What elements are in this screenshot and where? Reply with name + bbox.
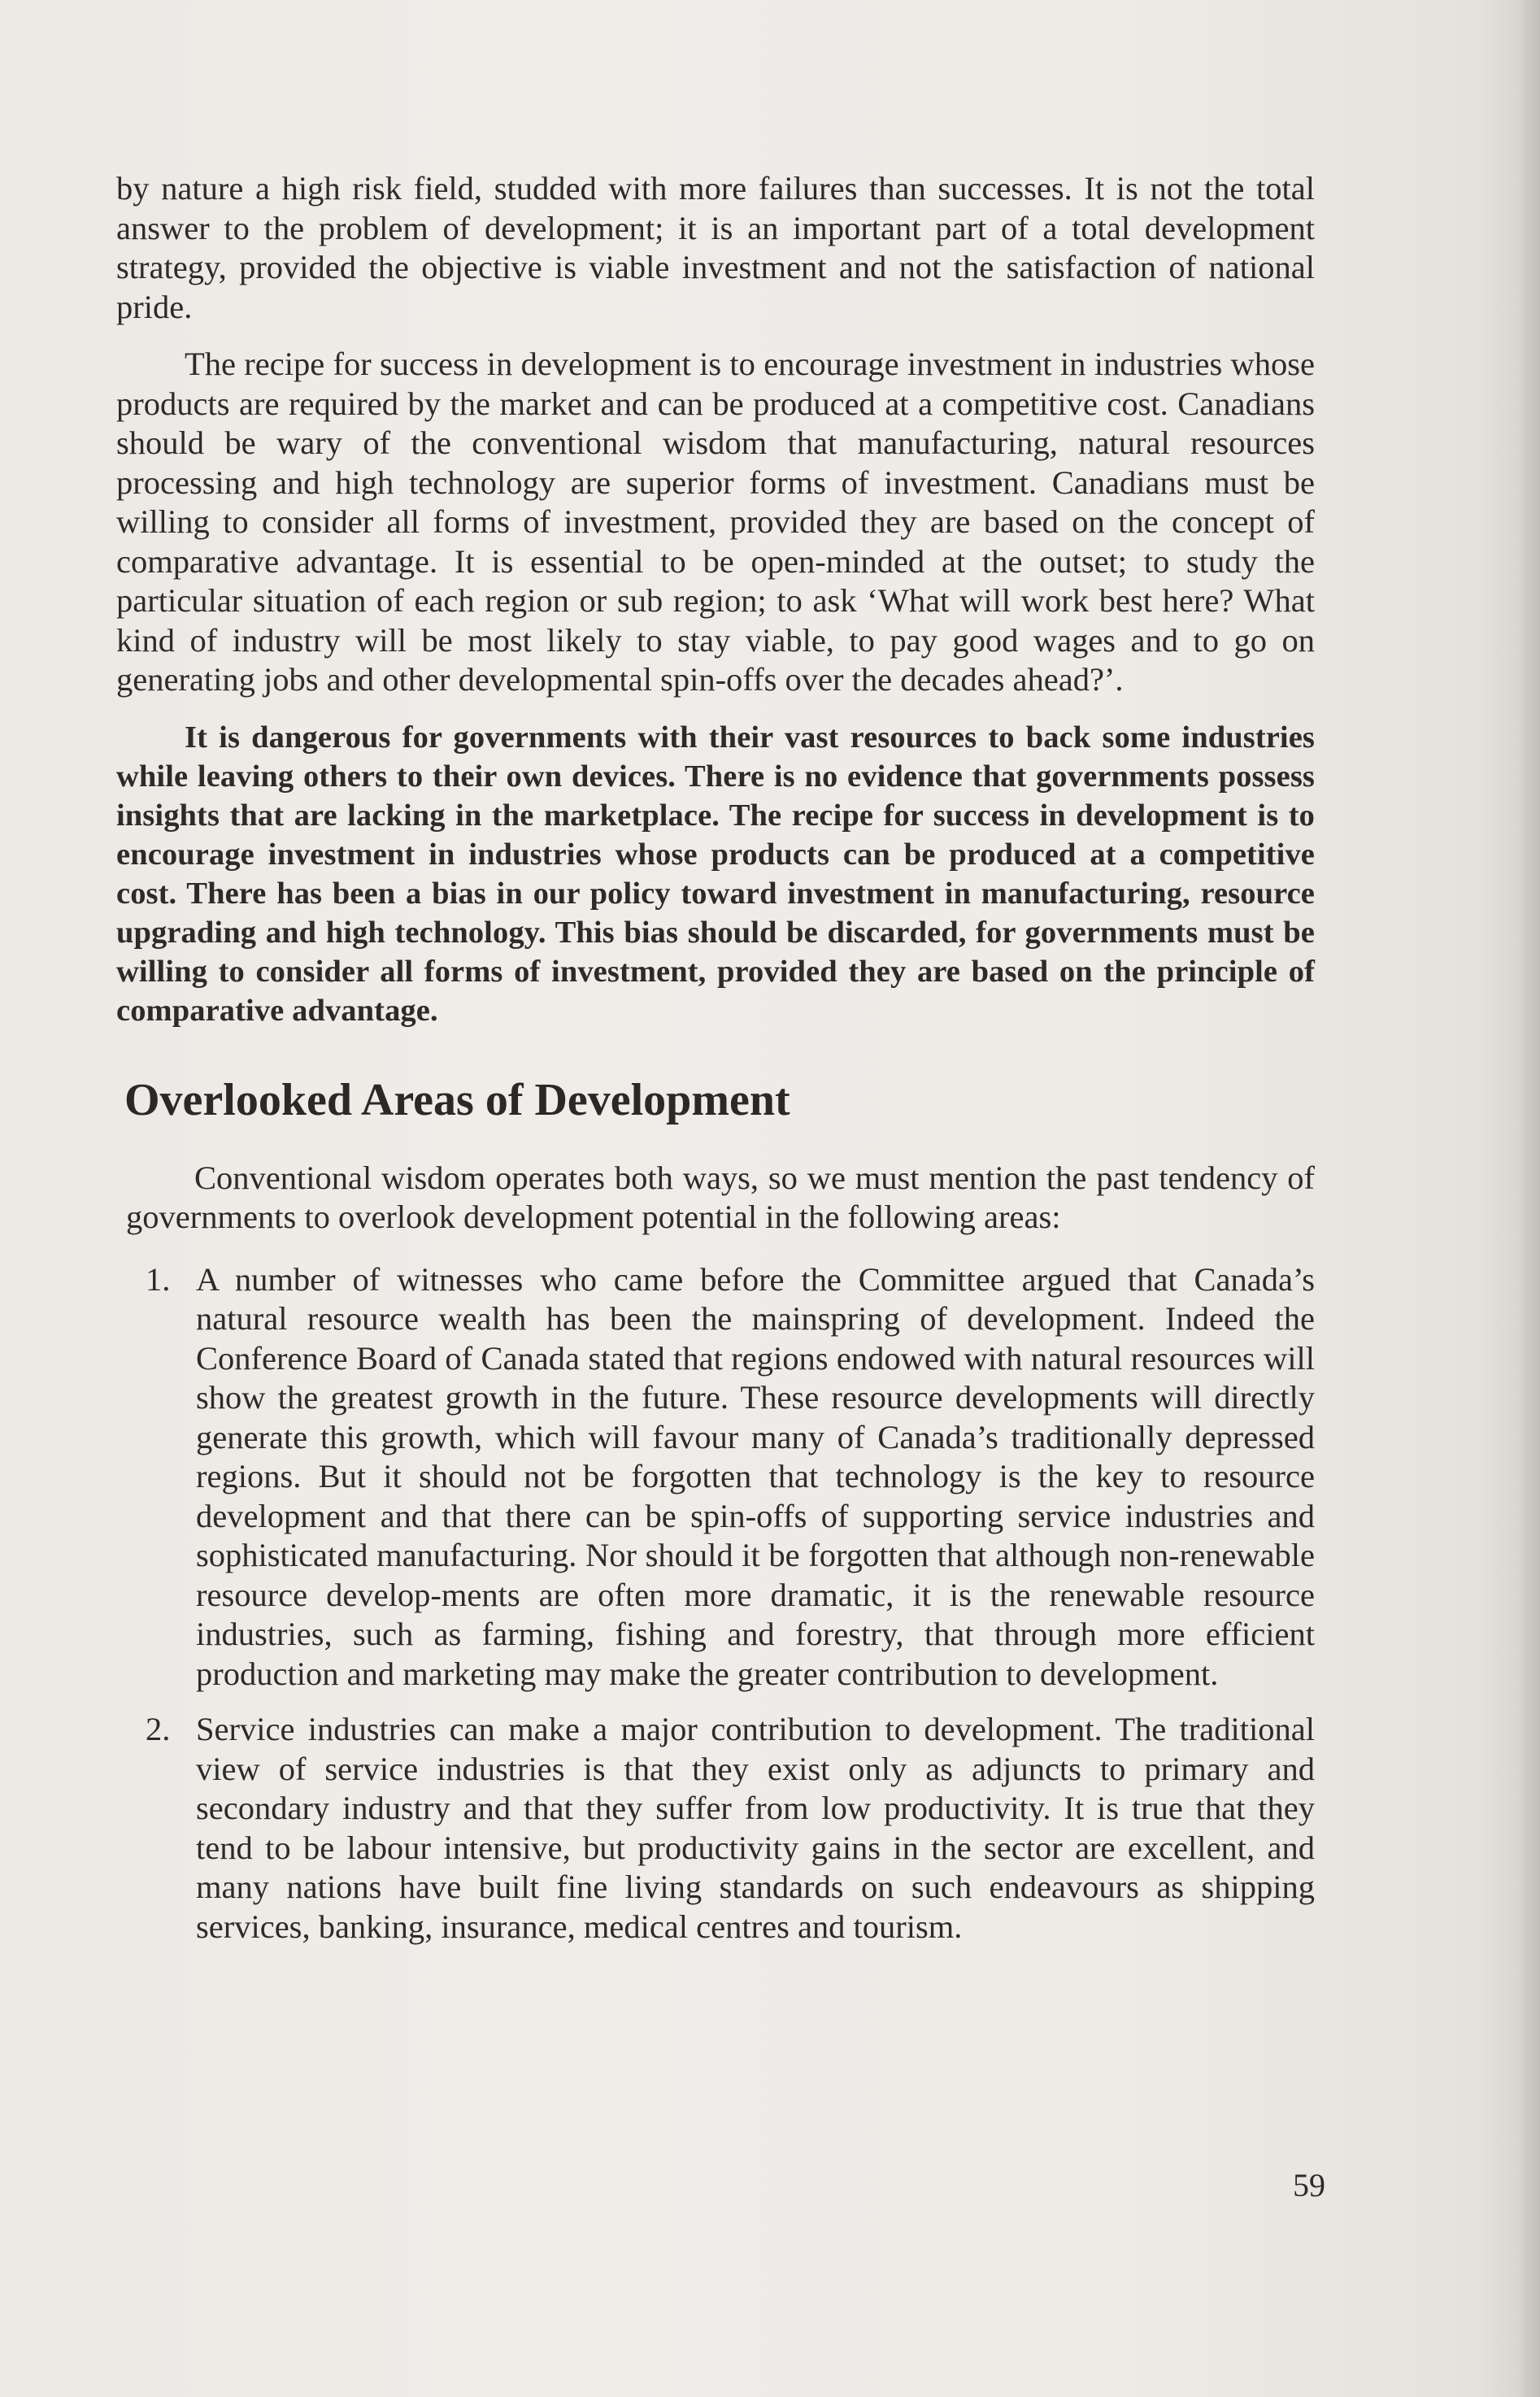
list-item-text: Service industries can make a major contribution to development. The traditional view of service industries is that they exist only as adjuncts to primary and secondary industry and that they suffer from low productivity. It is true that they tend to be labour intensive, but productivity gains in the sector are excellent, and many nations have built fine living standards on such endeavours as shipping services, banking, insurance, medical centres and tourism. (196, 1711, 1315, 1945)
list-item-text: A number of witnesses who came before the Committee argued that Canada’s natural resource wealth has been the mainspring of development. Indeed the Conference Board of Canada stated that regions endowed with natural resources will show the greatest growth in the future. These resource developments will directly generate this growth, which will favour many of Canada’s traditionally depressed regions. But it should not be forgotten that technology is the key to resource development and that there can be spin-offs of supporting service industries and sophisticated manufacturing. Nor should it be forgotten that although non-renewable resource develop-ments are often more dramatic, it is the renewable resource industries, such as farming, fishing and forestry, that through more efficient production and marketing may make the greater contribution to development. (196, 1260, 1315, 1692)
body-paragraph-recipe: The recipe for success in development is to encourage investment in industries whose products are required by the market and can be produced at a competitive cost. Canadians should be wary of the conventional wisdom that manufacturing, natural resources processing and high technology are superior forms of investment. Canadians must be willing to consider all forms of investment, provided they are based on the concept of comparative advantage. It is essential to be open-minded at the outset; to study the particular situation of each region or sub region; to ask ‘What will work best here? What kind of industry will be most likely to stay viable, to pay good wages and to go on generating jobs and other developmental spin-offs over the decades ahead?’. (116, 346, 1315, 698)
page-gutter-shadow (1519, 0, 1540, 2397)
page-number: 59 (1293, 2167, 1325, 2203)
section-heading: Overlooked Areas of Development (124, 1074, 790, 1125)
list-item-number: 2. (146, 1711, 171, 1747)
body-paragraph-continuation: by nature a high risk field, studded with more failures than successes. It is not the total answer to the problem of development; it is an important part of a total development strategy, provided the objective is viable investment and not the satisfaction of national pride. (116, 170, 1315, 325)
section-intro-paragraph: Conventional wisdom operates both ways, so we must mention the past tendency of governments to overlook development potential in the following areas: (126, 1159, 1315, 1235)
recommendation-paragraph: It is dangerous for governments with their vast resources to back some industries while leaving others to their own devices. There is no evidence that governments possess insights that are lacking in the marketplace. The recipe for success in development is to encourage investment in industries whose products can be produced at a competitive cost. There has been a bias in our policy toward investment in manufacturing, resource upgrading and high technology. This bias should be discarded, for governments must be willing to consider all forms of investment, provided they are based on the principle of comparative advantage. (116, 720, 1315, 1028)
numbered-list (116, 1260, 1315, 1947)
list-item (128, 1710, 1315, 1947)
list-item-number: 1. (146, 1260, 171, 1298)
list-item (128, 1260, 1315, 1694)
page-content (116, 169, 1315, 1947)
